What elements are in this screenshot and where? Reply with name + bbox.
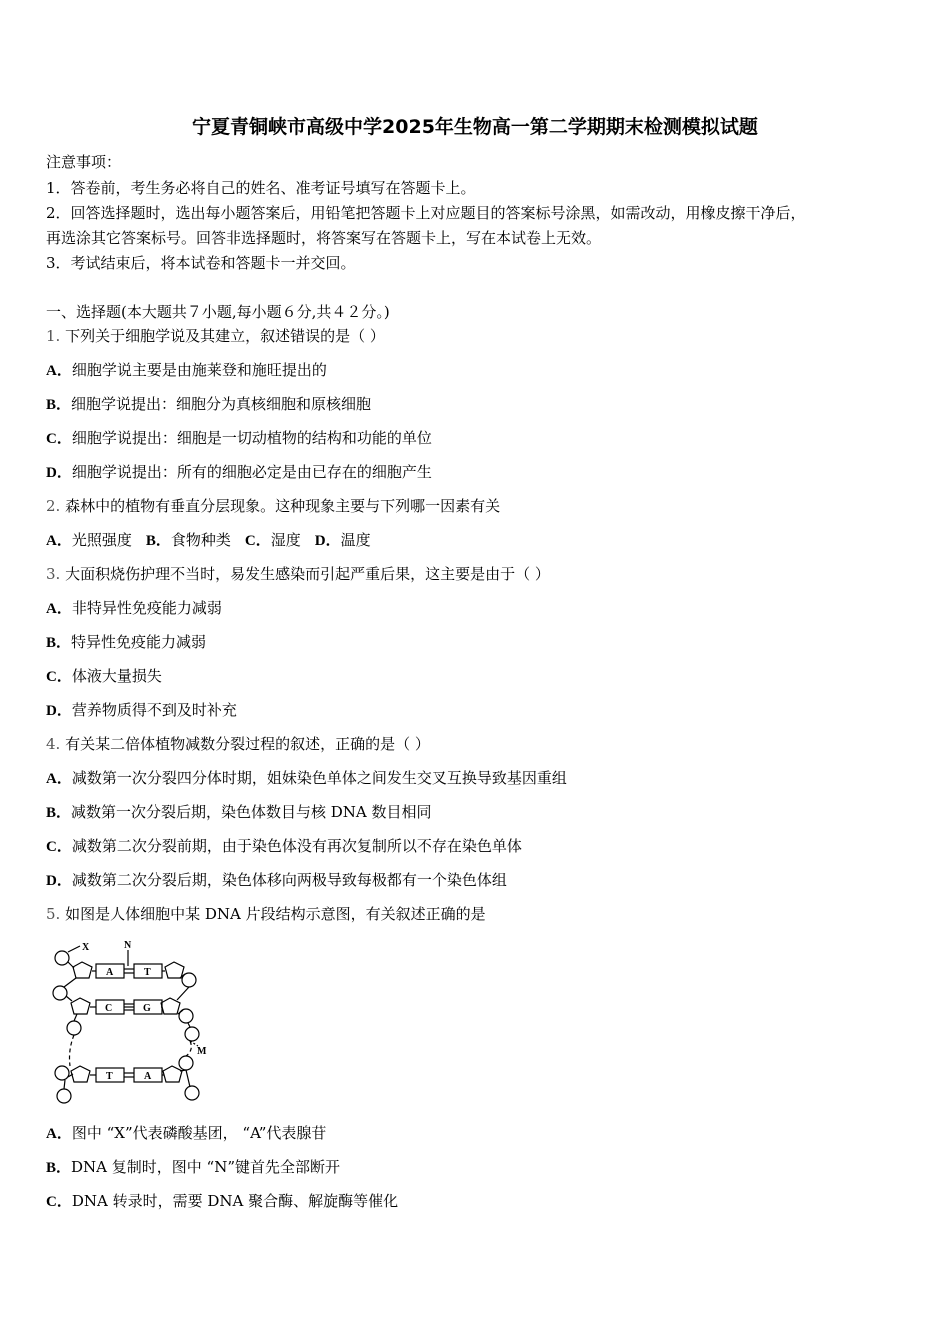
- section-heading: 一、选择题(本大题共７小题,每小题６分,共４２分。): [46, 303, 390, 321]
- option-text: 营养物质得不到及时补充: [71, 701, 237, 719]
- option-letter: B．: [46, 805, 72, 821]
- notice-item-3: 3．考试结束后，将本试卷和答题卡一并交回。: [46, 254, 356, 272]
- deoxyribose-pentagon: [71, 1066, 90, 1082]
- option-5a: [46, 1123, 326, 1144]
- option-text: 湿度: [270, 531, 301, 549]
- notice-item-2: 2．回答选择题时，选出每小题答案后，用铅笔把答题卡上对应题目的答案标号涂黑，如需改动，用橡皮擦干净后，: [46, 204, 806, 222]
- base-right: A: [144, 1071, 152, 1082]
- notice-item-1: 1．答卷前，考生务必将自己的姓名、准考证号填写在答题卡上。: [46, 179, 476, 197]
- option-letter: B．: [145, 533, 171, 549]
- option-letter: D．: [46, 873, 72, 889]
- question-stem: 大面积烧伤护理不当时，易发生感染而引起严重后果，这主要是由于（ ）: [65, 565, 550, 583]
- question-3: [46, 564, 550, 584]
- label-n: N: [124, 940, 132, 951]
- option-letter: B．: [46, 1160, 72, 1176]
- option-letter: B．: [46, 635, 72, 651]
- question-number: 5.: [46, 905, 61, 923]
- option-3d: [46, 700, 237, 721]
- option-letter: D．: [46, 465, 72, 481]
- label-m: M: [197, 1046, 207, 1057]
- phosphate-circle: [185, 1027, 199, 1041]
- option-letter: A．: [46, 363, 72, 379]
- deoxyribose-pentagon: [161, 998, 180, 1014]
- notice-heading: 注意事项：: [46, 153, 122, 171]
- option-3a: [46, 598, 222, 619]
- question-stem: 下列关于细胞学说及其建立，叙述错误的是（ ）: [65, 327, 385, 345]
- notice-item-2-cont: 再选涂其它答案标号。回答非选择题时，将答案写在答题卡上，写在本试卷上无效。: [46, 229, 602, 247]
- option-text: 温度: [340, 531, 371, 549]
- deoxyribose-pentagon: [71, 998, 90, 1014]
- option-text: DNA 复制时，图中 “N”键首先全部断开: [71, 1158, 340, 1176]
- phosphate-circle: [185, 1086, 199, 1100]
- option-4c: [46, 836, 522, 857]
- phosphate-circle: [67, 1021, 81, 1035]
- option-text: 减数第二次分裂后期，染色体移向两极导致每极都有一个染色体组: [71, 871, 507, 889]
- deoxyribose-pentagon: [163, 1066, 182, 1082]
- option-3c: [46, 666, 162, 687]
- deoxyribose-pentagon: [73, 962, 92, 978]
- option-3b: [46, 632, 206, 653]
- option-5c: [46, 1191, 398, 1212]
- question-stem: 如图是人体细胞中某 DNA 片段结构示意图，有关叙述正确的是: [65, 905, 486, 923]
- option-text: 细胞学说提出：细胞是一切动植物的结构和功能的单位: [71, 429, 432, 447]
- question-number: 2.: [46, 497, 61, 515]
- option-letter: C．: [46, 669, 72, 685]
- question-number: 4.: [46, 735, 61, 753]
- option-letter: D．: [314, 533, 341, 549]
- options-2-inline: [46, 530, 371, 551]
- option-letter: C．: [46, 839, 72, 855]
- base-right: T: [144, 967, 151, 978]
- question-5: [46, 904, 486, 924]
- dna-structure-figure: [44, 938, 224, 1108]
- deoxyribose-pentagon: [165, 962, 184, 978]
- option-4b: [46, 802, 432, 823]
- option-letter: B．: [46, 397, 72, 413]
- page-title: 宁夏青铜峡市高级中学2025年生物高一第二学期期末检测模拟试题: [192, 116, 758, 138]
- option-letter: C．: [46, 431, 72, 447]
- phosphate-circle: [55, 951, 69, 965]
- option-text: 食物种类: [170, 531, 231, 549]
- option-4a: [46, 768, 567, 789]
- phosphate-circle: [55, 1066, 69, 1080]
- option-text: 体液大量损失: [71, 667, 162, 685]
- question-number: 1.: [46, 327, 61, 345]
- option-4d: [46, 870, 507, 891]
- label-x: X: [82, 942, 90, 953]
- base-left: T: [106, 1071, 113, 1082]
- option-1b: [46, 394, 371, 415]
- option-letter: D．: [46, 703, 72, 719]
- question-number: 3.: [46, 565, 61, 583]
- phosphate-circle: [57, 1089, 71, 1103]
- option-text: 光照强度: [71, 531, 132, 549]
- question-2: [46, 496, 500, 516]
- question-stem: 有关某二倍体植物减数分裂过程的叙述，正确的是（ ）: [65, 735, 430, 753]
- option-1d: [46, 462, 432, 483]
- option-text: DNA 转录时，需要 DNA 聚合酶、解旋酶等催化: [71, 1192, 399, 1210]
- option-text: 非特异性免疫能力减弱: [71, 599, 222, 617]
- question-stem: 森林中的植物有垂直分层现象。这种现象主要与下列哪一因素有关: [65, 497, 501, 515]
- option-text: 细胞学说主要是由施莱登和施旺提出的: [71, 361, 327, 379]
- option-letter: C．: [244, 533, 271, 549]
- option-text: 细胞学说提出：细胞分为真核细胞和原核细胞: [71, 395, 372, 413]
- option-text: 图中 “X”代表磷酸基团， “A”代表腺苷: [71, 1124, 327, 1142]
- question-4: [46, 734, 430, 754]
- option-letter: A．: [46, 1126, 72, 1142]
- phosphate-circle: [53, 986, 67, 1000]
- option-letter: A．: [46, 601, 72, 617]
- base-left: A: [106, 967, 114, 978]
- option-5b: [46, 1157, 340, 1178]
- option-text: 减数第一次分裂四分体时期，姐妹染色单体之间发生交叉互换导致基因重组: [71, 769, 567, 787]
- base-right: G: [143, 1003, 151, 1014]
- option-text: 减数第一次分裂后期，染色体数目与核 DNA 数目相同: [71, 803, 432, 821]
- option-letter: C．: [46, 1194, 72, 1210]
- phosphate-circle: [179, 1056, 193, 1070]
- base-left: C: [105, 1003, 113, 1014]
- question-1: [46, 326, 385, 346]
- option-letter: A．: [46, 771, 72, 787]
- option-letter: A．: [46, 533, 72, 549]
- option-text: 特异性免疫能力减弱: [71, 633, 207, 651]
- option-text: 细胞学说提出：所有的细胞必定是由已存在的细胞产生: [71, 463, 432, 481]
- option-1c: [46, 428, 432, 449]
- option-text: 减数第二次分裂前期，由于染色体没有再次复制所以不存在染色单体: [71, 837, 522, 855]
- option-1a: [46, 360, 327, 381]
